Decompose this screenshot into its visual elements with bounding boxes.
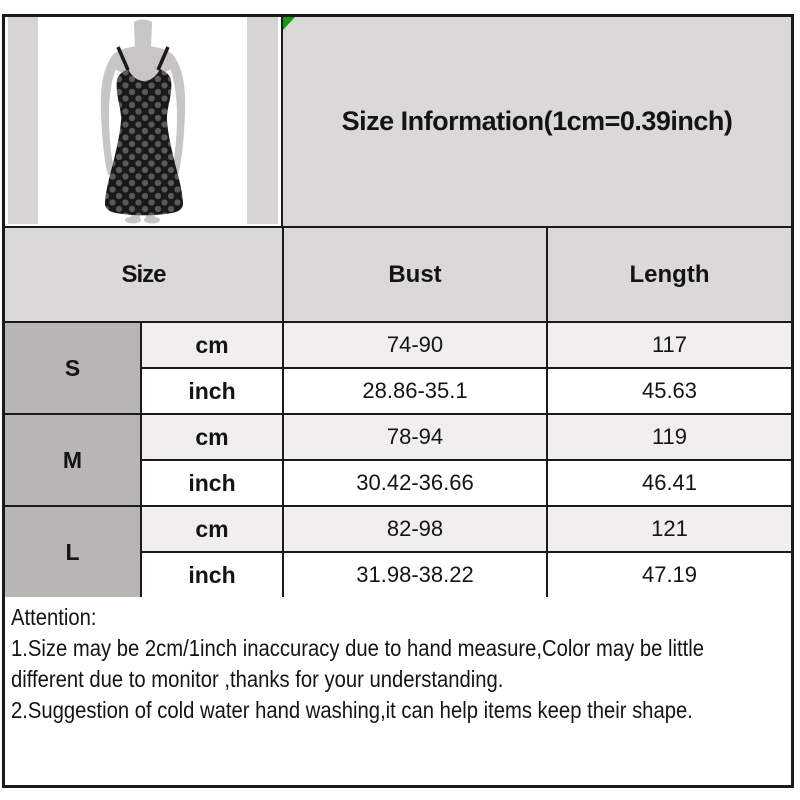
backdrop-strip-left [8,17,38,224]
title-cell [283,17,791,226]
product-photo-cell [5,17,283,226]
l-length-cm: 121 [547,506,791,552]
unit-cell-inch: inch [141,460,283,506]
page-title: Size Information(1cm=0.39inch) [341,106,733,136]
l-length-inch: 47.19 [547,552,791,597]
backdrop-strip-right [247,17,278,224]
table-row-l-cm [5,506,791,552]
l-bust-cm: 82-98 [283,506,547,552]
m-bust-inch: 30.42-36.66 [283,460,547,506]
l-bust-inch: 31.98-38.22 [283,552,547,597]
size-label-s: S [5,322,141,414]
length-column-header: Length [547,228,791,322]
attention-heading: Attention: [11,604,97,630]
attention-note-1a: 1.Size may be 2cm/1inch inaccuracy due to hand measure,Color may be little [11,635,705,661]
corner-flag-icon [283,17,295,30]
attention-note-1b: different due to monitor ,thanks for your understanding. [11,666,504,692]
attention-note-2: 2.Suggestion of cold water hand washing,it can help items keep their shape. [11,697,693,723]
size-label-l: L [5,506,141,597]
attention-text-block [11,602,705,726]
unit-cell-cm: cm [141,506,283,552]
table-header-row [5,228,791,322]
table-row-s-cm [5,322,791,368]
bust-column-header: Bust [283,228,547,322]
unit-cell-cm: cm [141,322,283,368]
dress-photo [5,17,281,224]
size-chart-sheet [2,14,794,788]
unit-cell-cm: cm [141,414,283,460]
unit-cell-inch: inch [141,552,283,597]
m-length-cm: 119 [547,414,791,460]
size-table [5,228,791,597]
s-length-inch: 45.63 [547,368,791,414]
s-length-cm: 117 [547,322,791,368]
unit-cell-inch: inch [141,368,283,414]
m-bust-cm: 78-94 [283,414,547,460]
size-label-m: M [5,414,141,506]
size-column-header: Size [5,228,283,322]
attention-section [5,597,791,785]
m-length-inch: 46.41 [547,460,791,506]
s-bust-inch: 28.86-35.1 [283,368,547,414]
s-bust-cm: 74-90 [283,322,547,368]
top-section [5,17,791,228]
table-row-m-cm [5,414,791,460]
